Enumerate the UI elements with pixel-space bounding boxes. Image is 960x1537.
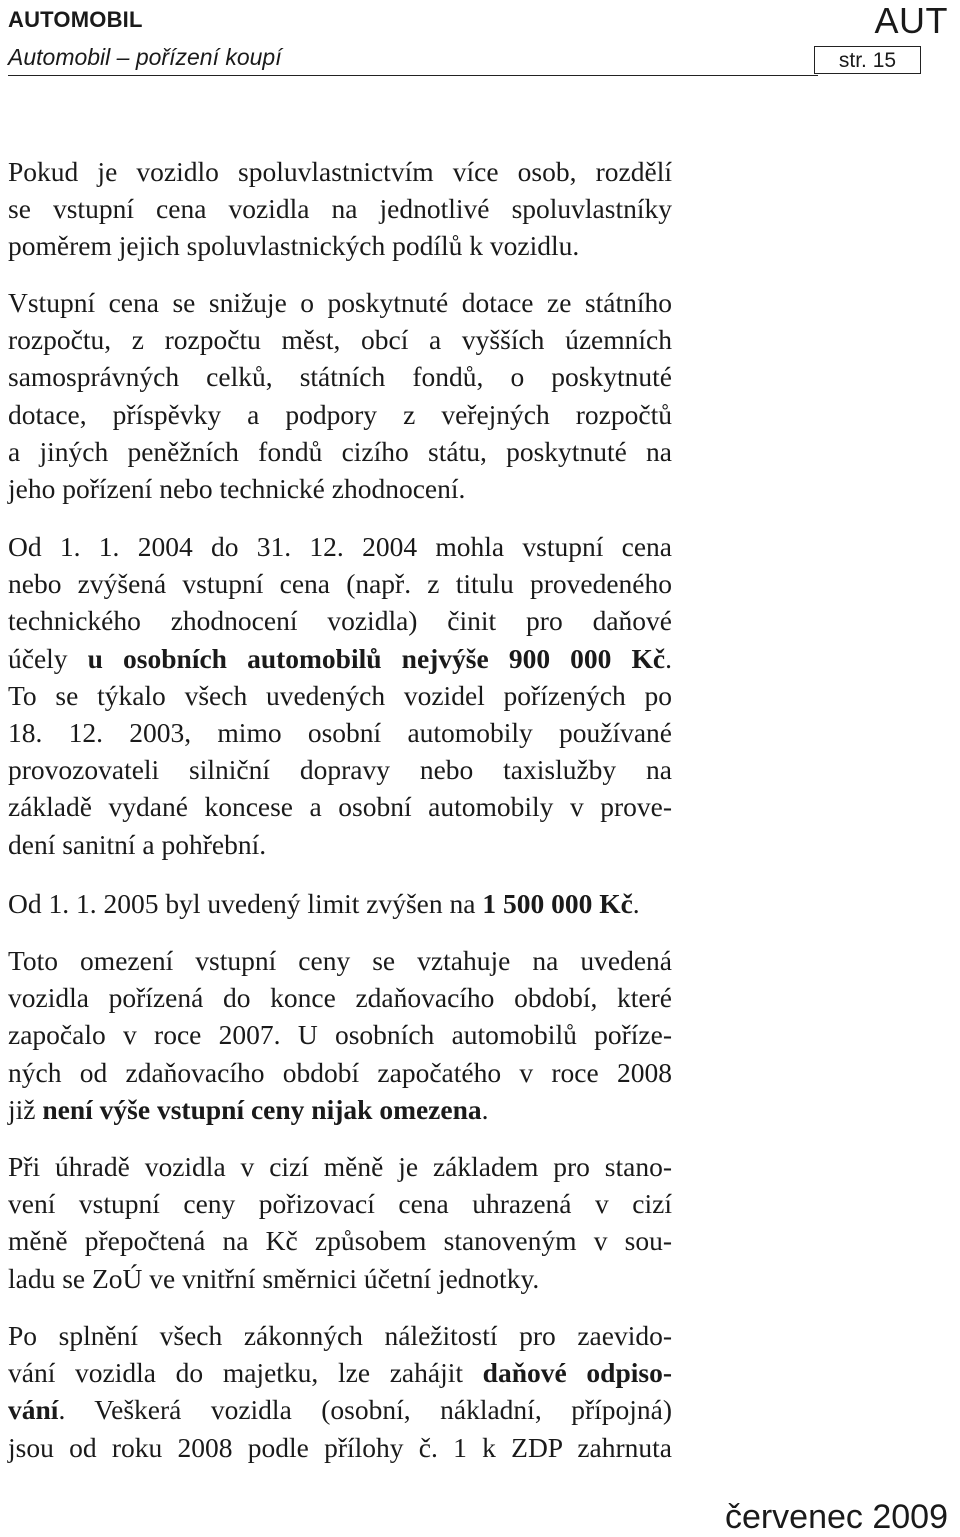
text-line: základě vydané koncese a osobní automobily v prove- xyxy=(8,791,672,823)
text-line: Toto omezení vstupní ceny se vztahuje na uvedená xyxy=(8,945,672,976)
text-line: ných od zdaňovacího období započatého v roce 2008 xyxy=(8,1056,672,1088)
text-line: jeho pořízení nebo technické zhodnocení. xyxy=(8,473,466,505)
text-line: vozidla pořízená do konce zdaňovacího období, které xyxy=(8,982,672,1014)
text-line: To se týkalo všech uvedených vozidel pořízených po xyxy=(8,679,672,711)
text-run: . xyxy=(632,888,640,919)
text-line: Vstupní cena se snižuje o poskytnuté dotace ze státního xyxy=(8,287,672,318)
text-line: nebo zvýšená vstupní cena (např. z titulu provedeného xyxy=(8,568,672,600)
emphasis-limit-1500000: 1 500 000 Kč xyxy=(482,888,633,919)
header-logo: AUT xyxy=(874,0,948,41)
text-line: jsou od roku 2008 podle přílohy č. 1 k ZDP zahrnuta xyxy=(8,1431,672,1463)
text-line xyxy=(8,1391,672,1428)
paragraph-limit-2005 xyxy=(8,885,672,922)
header-subtitle: Automobil – pořízení koupí xyxy=(8,44,282,70)
text-line: poměrem jejich spoluvlastnických podílů k vozidlu. xyxy=(8,230,580,262)
text-line: Po splnění všech zákonných náležitostí pro zaevido- xyxy=(8,1320,672,1351)
header-brand: AUTOMOBIL xyxy=(8,7,143,32)
text-line: samosprávných celků, státních fondů, o poskytnuté xyxy=(8,361,672,393)
text-line xyxy=(8,1354,672,1391)
paragraph-depreciation xyxy=(8,1317,672,1466)
paragraph-foreign-currency xyxy=(8,1148,672,1297)
emphasis-tax-depreciation-cont: vání xyxy=(8,1394,59,1426)
emphasis-tax-depreciation: daňové odpiso- xyxy=(482,1357,672,1389)
text-run: účely xyxy=(8,642,88,674)
text-line: měně přepočtená na Kč způsobem stanoveným v sou- xyxy=(8,1225,672,1257)
paragraph-limit-2004 xyxy=(8,528,672,863)
text-line: rozpočtu, z rozpočtu měst, obcí a vyšších územních xyxy=(8,324,672,356)
text-run: . xyxy=(665,642,672,674)
paragraph-limit-2008 xyxy=(8,942,672,1128)
text-line: dení sanitní a pohřební. xyxy=(8,828,267,860)
text-run: Od 1. 1. 2005 byl uvedený limit zvýšen na xyxy=(8,888,483,919)
text-line: dotace, příspěvky a podpory z veřejných rozpočtů xyxy=(8,398,672,430)
text-run: . Veškerá vozidla (osobní, nákladní, přípojná) xyxy=(58,1394,672,1426)
text-line: se vstupní cena vozidla na jednotlivé spoluvlastníky xyxy=(8,193,672,225)
footer-date: červenec 2009 xyxy=(724,1498,948,1536)
text-line xyxy=(8,640,672,677)
text-line: Při úhradě vozidla v cizí měně je základem pro stano- xyxy=(8,1151,672,1182)
text-line: vení vstupní ceny pořizovací cena uhrazená v cizí xyxy=(8,1188,672,1220)
text-line: 18. 12. 2003, mimo osobní automobily používané xyxy=(8,717,672,749)
text-line: ladu se ZoÚ ve vnitřní směrnici účetní jednotky. xyxy=(8,1262,540,1294)
text-line: Od 1. 1. 2004 do 31. 12. 2004 mohla vstupní cena xyxy=(8,531,672,562)
text-run: již xyxy=(8,1093,43,1125)
text-line: technického zhodnocení vozidla) činit pro daňové xyxy=(8,605,672,637)
text-run: . xyxy=(481,1093,489,1125)
paragraph-co-ownership xyxy=(8,153,672,265)
header-divider xyxy=(8,75,818,76)
text-line: a jiných peněžních fondů cizího státu, poskytnuté na xyxy=(8,435,672,467)
emphasis-limit-900000: u osobních automobilů nejvýše 900 000 Kč xyxy=(87,642,666,674)
paragraph-subsidies xyxy=(8,284,672,507)
emphasis-no-limit: není výše vstupní ceny nijak omezena xyxy=(42,1093,482,1125)
text-line: provozovateli silniční dopravy nebo taxislužby na xyxy=(8,754,672,786)
page-number-box: str. 15 xyxy=(814,46,921,74)
text-line: započalo v roce 2007. U osobních automobilů poříze- xyxy=(8,1019,672,1051)
text-line: Pokud je vozidlo spoluvlastnictvím více osob, rozdělí xyxy=(8,156,672,187)
text-line xyxy=(8,885,672,922)
text-run: vání vozidla do majetku, lze zahájit xyxy=(8,1357,483,1389)
text-line xyxy=(8,1091,672,1128)
